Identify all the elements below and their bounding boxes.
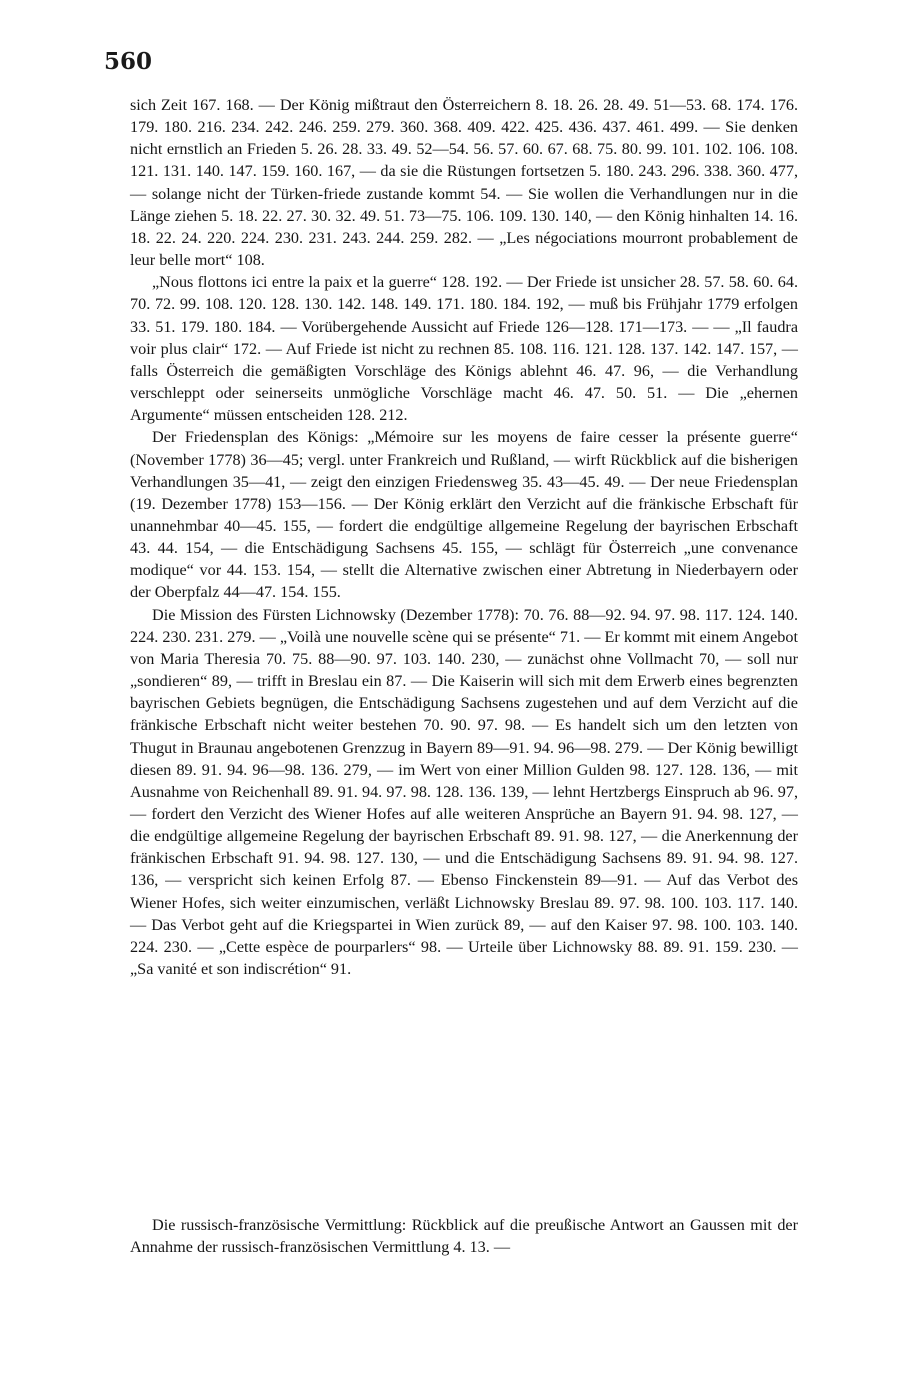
index-paragraph-peace-uncertain: „Nous flottons ici entre la paix et la guerre“ 128. 192. — Der Friede ist unsicher 28. 57. 58. 60. 64. 70. 72. 99. 108. 120. 128. 130. 142. 148. 149. 171. 180. 184. 192, — muß bis Frühjahr 1779 erfolgen 33. 51. 179. 180. 184. — Vorübergehende Aussicht auf Friede 126—128. 171—173. — — „Il faudra voir plus clair“ 172. — Auf Friede ist nicht zu rechnen 85. 108. 116. 121. 128. 137. 142. 147. 157, — falls Österreich die gemäßigten Vorschläge des Königs ablehnt 46. 47. 96, — die Verhandlung verschleppt oder seinerseits unmögliche Vorschläge macht 46. 47. 50. 51. — Die „ehernen Argumente“ müssen entscheiden 128. 212. bbox=[130, 273, 798, 425]
index-paragraph-peace-plan: Der Friedensplan des Königs: „Mémoire sur les moyens de faire cesser la présente guerre“ (November 1778) 36—45; vergl. unter Frankreich und Rußland, — wirft Rückblick auf die bisherigen Verhandlungen 35—41, — zeigt den einzigen Friedensweg 35. 43—45. 49. — Der neue Friedensplan (19. Dezember 1778) 153—156. — Der König erklärt den Verzicht auf die fränkische Erbschaft für unannehmbar 40—45. 155, — fordert die endgültige allgemeine Regelung der bayrischen Erbschaft 43. 44. 154, — die Entschädigung Sachsens 45. 155, — schlägt für Österreich „une convenance modique“ vor 44. 153. 154, — stellt die Alternative zwischen einer Abtretung in Niederbayern oder der Oberpfalz 44—47. 154. 155. bbox=[130, 428, 798, 602]
index-entries bbox=[130, 94, 798, 980]
page-number: 560 bbox=[104, 48, 153, 75]
index-section-mediation bbox=[130, 1214, 798, 1258]
index-paragraph-distrust: sich Zeit 167. 168. — Der König mißtraut den Österreichern 8. 18. 26. 28. 49. 51—53. 68. 174. 176. 179. 180. 216. 234. 242. 246. 259. 279. 360. 368. 409. 422. 425. 436. 437. 461. 499. — Sie denken nicht ernstlich an Frieden 5. 26. 28. 33. 49. 52—54. 56. 57. 60. 67. 68. 75. 80. 99. 101. 102. 106. 108. 121. 131. 140. 147. 159. 160. 167, — da sie die Rüstungen fortsetzen 5. 180. 243. 296. 338. 360. 477, — solange nicht der Türken-friede zustande kommt 54. — Sie wollen die Verhandlungen nur in die Länge ziehen 5. 18. 22. 27. 30. 32. 49. 51. 73—75. 106. 109. 130. 140, — den König hinhalten 14. 16. 18. 22. 24. 220. 224. 230. 231. 243. 244. 259. 282. — „Les négociations mourront probablement de leur belle mort“ 108. bbox=[130, 96, 798, 270]
index-paragraph-mediation: Die russisch-französische Vermittlung: Rückblick auf die preußische Antwort an Gaussen mit der Annahme der russisch-französischen Vermittlung 4. 13. — bbox=[130, 1216, 798, 1257]
index-paragraph-lichnowsky-mission: Die Mission des Fürsten Lichnowsky (Dezember 1778): 70. 76. 88—92. 94. 97. 98. 117. 124. 140. 224. 230. 231. 279. — „Voilà une nouvelle scène qui se présente“ 71. — Er kommt mit einem Angebot von Maria Theresia 70. 75. 88—90. 97. 103. 140. 230, — zunächst ohne Vollmacht 70, — soll nur „sondieren“ 89, — trifft in Breslau ein 87. — Die Kaiserin will sich mit dem Erwerb eines begrenzten bayrischen Gebiets begnügen, die Entschädigung Sachsens zugestehen und auf dem Verzicht auf die fränkische Erbschaft nicht weiter bestehen 70. 90. 97. 98. — Es handelt sich um den letzten von Thugut in Braunau angebotenen Grenzzug in Bayern 89—91. 94. 96—98. 279. — Der König bewilligt diesen 89. 91. 94. 96—98. 136. 279, — im Wert von einer Million Gulden 98. 127. 128. 136, — mit Ausnahme von Reichenhall 89. 91. 94. 97. 98. 128. 136. 139, — lehnt Hertzbergs Einspruch ab 96. 97, — fordert den Verzicht des Wiener Hofes auf alle weiteren Ansprüche an Bayern 91. 94. 98. 127, — die endgültige allgemeine Regelung der bayrischen Erbschaft 89. 91. 98. 127, — die Anerkennung der fränkischen Erbschaft 91. 94. 98. 127. 130, — und die Entschädigung Sachsens 89. 91. 94. 98. 127. 136, — verspricht sich keinen Erfolg 87. — Ebenso Finckenstein 89—91. — Auf das Verbot des Wiener Hofes, sich weiter einzumischen, verläßt Lichnowsky Breslau 89. 97. 98. 100. 103. 117. 140. — Das Verbot geht auf die Kriegspartei in Wien zurück 89, — auf den Kaiser 97. 98. 100. 103. 140. 224. 230. — „Cette espèce de pourparlers“ 98. — Urteile über Lichnowsky 88. 89. 91. 159. 230. — „Sa vanité et son indiscrétion“ 91. bbox=[130, 605, 798, 979]
